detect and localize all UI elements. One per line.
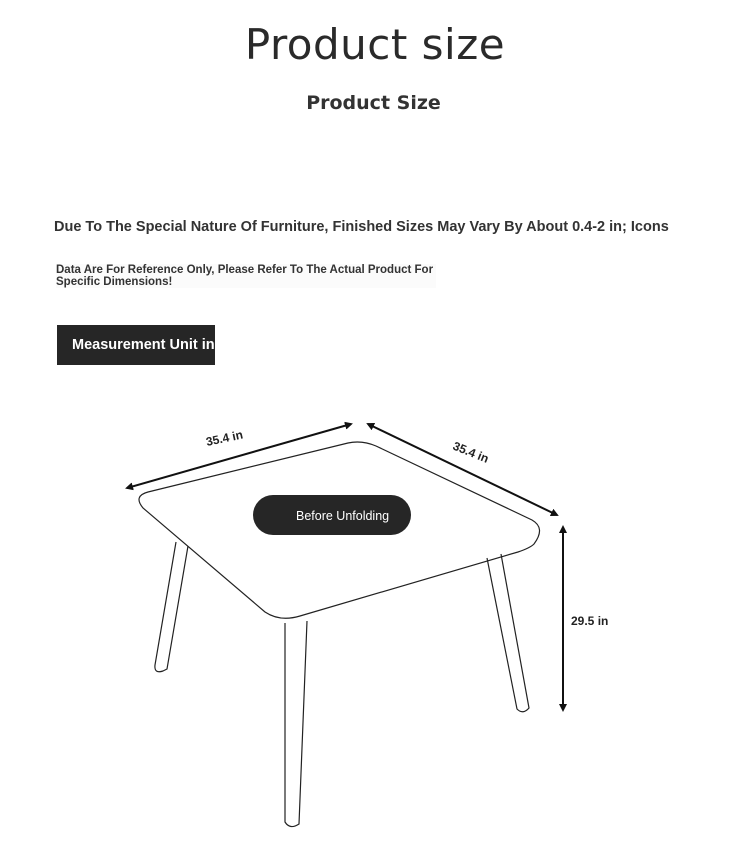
page-subtitle: Product Size <box>306 92 441 114</box>
table-leg-left <box>155 542 188 672</box>
before-unfolding-badge: Before Unfolding <box>253 495 411 535</box>
page-title: Product size <box>244 20 506 69</box>
height-dimension-label: 29.5 in <box>571 614 609 628</box>
length-dimension-label: 35.4 in <box>204 427 245 449</box>
table-leg-front <box>285 621 307 827</box>
reference-note: Data Are For Reference Only, Please Refer To The Actual Product For Specific Dimensions! <box>56 264 436 288</box>
measurement-unit-badge: Measurement Unit in <box>57 325 215 365</box>
width-dimension-label: 35.4 in <box>450 438 491 466</box>
table-leg-right <box>487 554 529 712</box>
size-variance-notice: Due To The Special Nature Of Furniture, Finished Sizes May Vary By About 0.4-2 in; Icons <box>54 219 669 235</box>
